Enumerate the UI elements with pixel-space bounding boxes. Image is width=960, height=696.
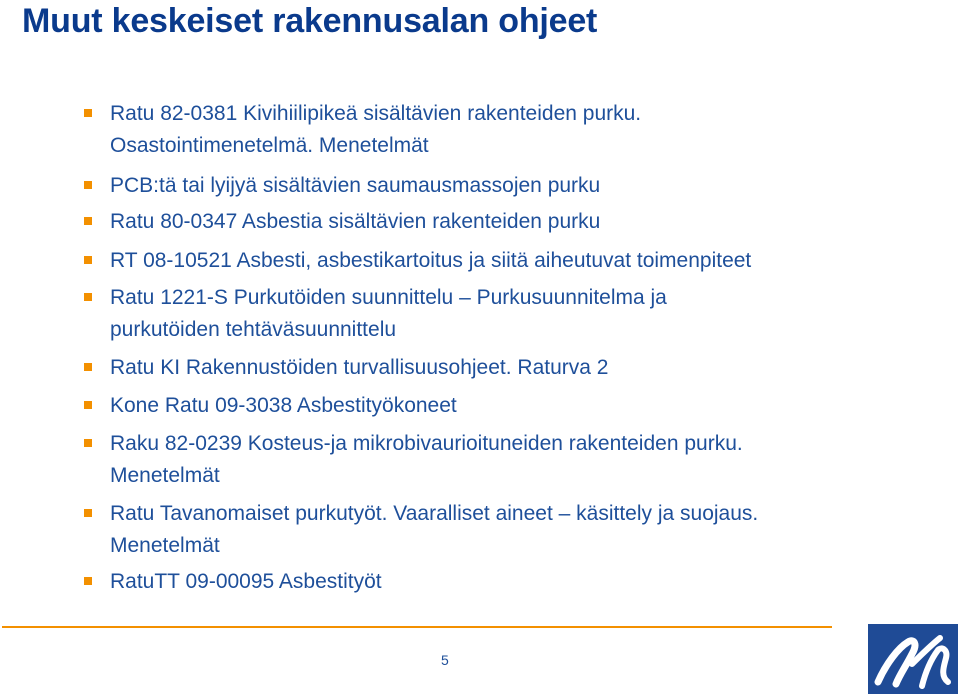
bullet-marker	[84, 217, 92, 225]
bullet-text: Ratu KI Rakennustöiden turvallisuusohjeet. Raturva 2	[110, 356, 609, 379]
bullet-text: Ratu 82-0381 Kivihiilipikeä sisältävien rakenteiden purku. Osastointimenetelmä. Menetelmät	[110, 102, 642, 157]
bullet-text: Ratu 1221-S Purkutöiden suunnittelu – Purkusuunnitelma ja purkutöiden tehtäväsuunnittelu	[110, 286, 667, 341]
organization-logo-icon	[868, 624, 958, 694]
bullet-marker	[84, 577, 92, 585]
bullet-text: Raku 82-0239 Kosteus-ja mikrobivaurioituneiden rakenteiden purku. Menetelmät	[110, 432, 743, 487]
bullet-text: RT 08-10521 Asbesti, asbestikartoitus ja siitä aiheutuvat toimenpiteet	[110, 249, 752, 272]
bullet-marker	[84, 509, 92, 517]
bullet-marker	[84, 439, 92, 447]
footer-divider	[2, 626, 832, 628]
bullet-marker	[84, 256, 92, 264]
bullet-marker	[84, 363, 92, 371]
bullet-marker	[84, 109, 92, 117]
bullet-text: Ratu 80-0347 Asbestia sisältävien rakenteiden purku	[110, 210, 601, 233]
slide-title: Muut keskeiset rakennusalan ohjeet	[22, 2, 598, 40]
page-number: 5	[441, 652, 449, 668]
bullet-marker	[84, 293, 92, 301]
bullet-text: RatuTT 09-00095 Asbestityöt	[110, 570, 382, 593]
bullet-text: Kone Ratu 09-3038 Asbestityökoneet	[110, 394, 457, 417]
bullet-text: PCB:tä tai lyijyä sisältävien saumausmassojen purku	[110, 174, 601, 197]
bullet-text: Ratu Tavanomaiset purkutyöt. Vaaralliset aineet – käsittely ja suojaus. Menetelmät	[110, 502, 759, 557]
bullet-marker	[84, 401, 92, 409]
bullet-marker	[84, 181, 92, 189]
